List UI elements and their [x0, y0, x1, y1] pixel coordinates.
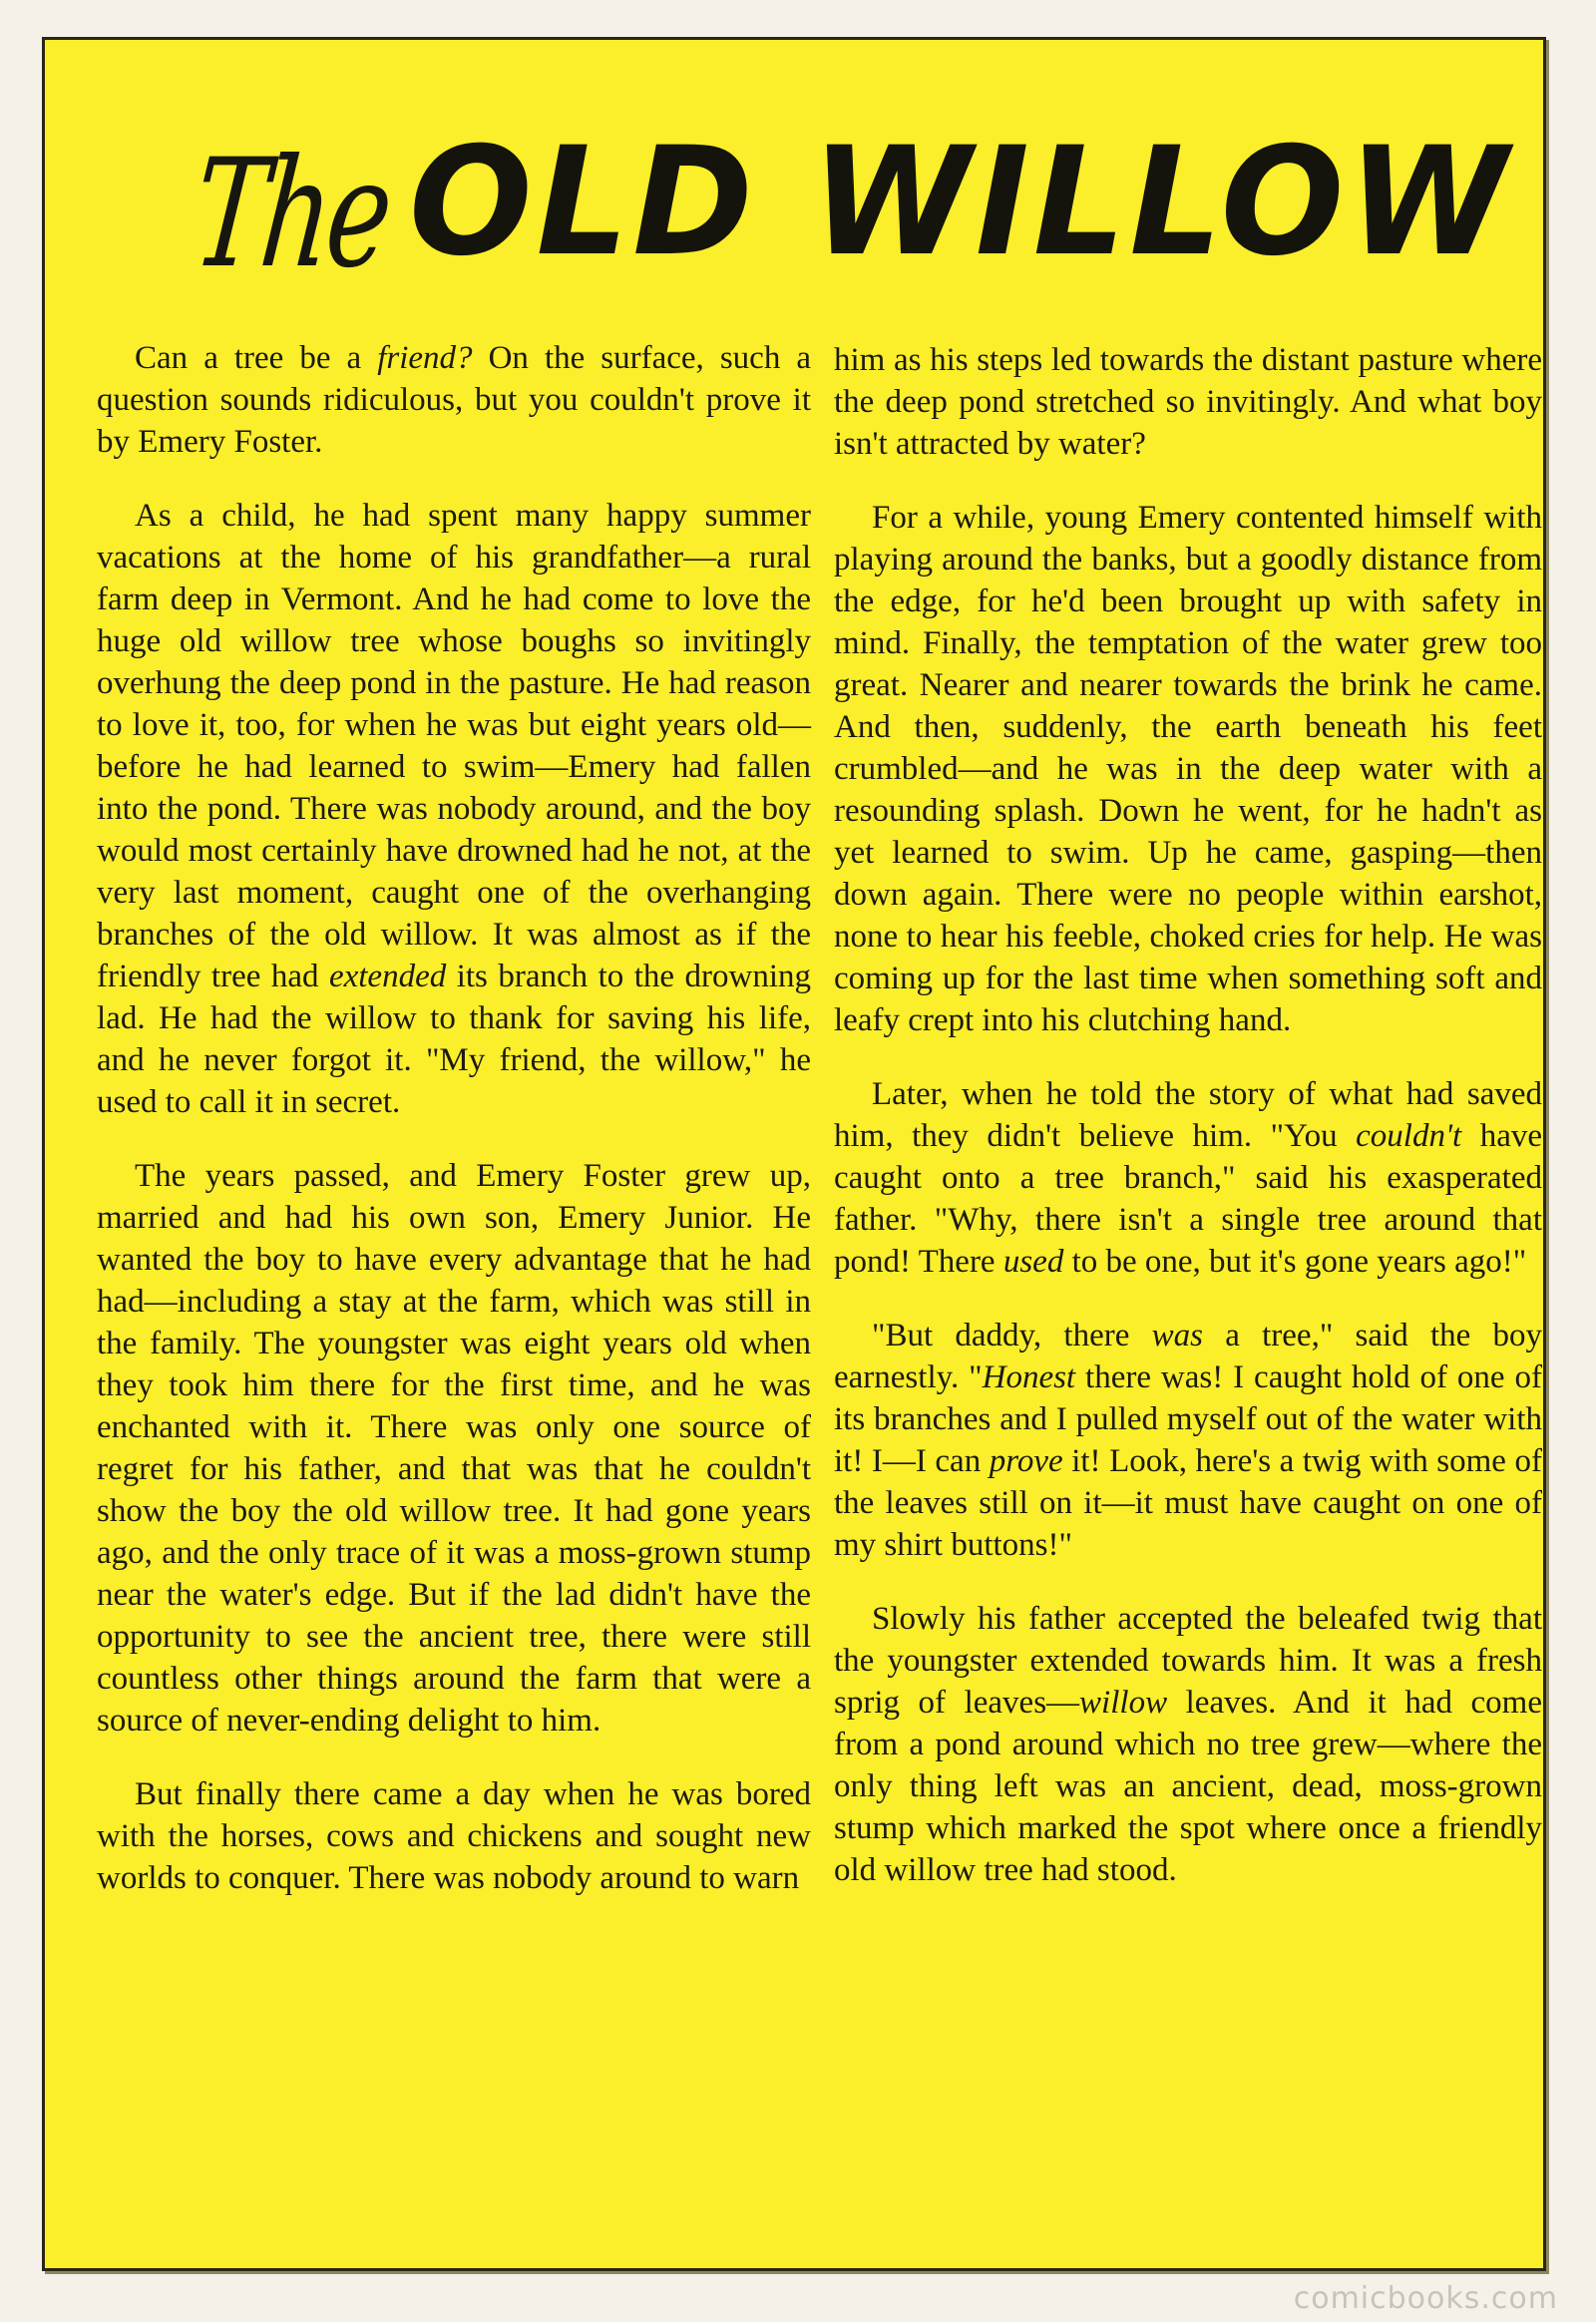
paragraph: The years passed, and Emery Foster grew up, married and had his own son, Emery Junior. He wanted the boy to have every advantage that he had had—including a stay at the farm, which was still in the family. The youngster was eight years old when they took him there for the first time, and he was enchanted with it. There was only one source of regret for his father, and that was that he couldn't show the boy the old willow tree. It had gone years ago, and the only trace of it was a moss-grown stump near the water's edge. But if the lad didn't have the opportunity to see the ancient tree, there were still countless other things around the farm that were a source of never-ending delight to him. [97, 1158, 811, 1739]
emphasis: couldn't [1356, 1118, 1462, 1154]
paragraph: But finally there came a day when he was bored with the horses, cows and chickens and sought new worlds to conquer. There was nobody around to warn [97, 1776, 811, 1896]
paragraph: Later, when he told the story of what had saved him, they didn't believe him. "You couldn't have caught onto a tree branch," said his exasperated father. "Why, there isn't a single tree around that pond! There used to be one, but it's gone years ago!" [834, 1076, 1542, 1280]
story-page [42, 37, 1546, 2271]
paragraph: him as his steps led towards the distant pasture where the deep pond stretched so invitingly. And what boy isn't attracted by water? [834, 342, 1542, 462]
emphasis: extended [328, 959, 447, 994]
paragraph: Slowly his father accepted the beleafed twig that the youngster extended towards him. It was a fresh sprig of leaves—willow leaves. And it had come from a pond around which no tree grew—where the only thing left was an ancient, dead, moss-grown stump which marked the spot where once a friendly old willow tree had stood. [834, 1601, 1542, 1888]
title-main: OLD WILLOW [409, 116, 1512, 289]
emphasis: willow [1079, 1685, 1168, 1721]
paragraph: "But daddy, there was a tree," said the boy earnestly. "Honest there was! I caught hold of one of its branches and I pulled myself out of the water with it! I—I can prove it! Look, here's a twig with some of the leaves still on it—it must have caught on one of my shirt buttons!" [834, 1318, 1543, 1563]
emphasis: prove [989, 1443, 1063, 1479]
emphasis: Honest [982, 1359, 1076, 1395]
emphasis: used [1002, 1244, 1064, 1280]
emphasis: was [1151, 1318, 1203, 1354]
title-prefix: The [186, 128, 396, 301]
right-column [834, 339, 1542, 1923]
emphasis: friend? [377, 340, 473, 376]
watermark: comicbooks.com [1293, 2281, 1558, 2316]
paragraph: Can a tree be a friend? On the surface, such a question sounds ridiculous, but you couldn't prove it by Emery Foster. [97, 340, 811, 460]
story-title [165, 110, 1512, 301]
left-column [97, 337, 811, 1931]
paragraph: As a child, he had spent many happy summer vacations at the home of his grandfather—a rural farm deep in Vermont. And he had come to love the huge old willow tree whose boughs so invitingly overhung the deep pond in the pasture. He had reason to love it, too, for when he was but eight years old—before he had learned to swim—Emery had fallen into the pond. There was nobody around, and the boy would most certainly have drowned had he not, at the very last moment, caught one of the overhanging branches of the old willow. It was almost as if the friendly tree had extended its branch to the drowning lad. He had the willow to thank for saving his life, and he never forgot it. "My friend, the willow," he used to call it in secret. [97, 498, 812, 1120]
paragraph: For a while, young Emery contented himself with playing around the banks, but a goodly distance from the edge, for he'd been brought up with safety in mind. Finally, the temptation of the water grew too great. Nearer and nearer towards the brink he came. And then, suddenly, the earth beneath his feet crumbled—and he was in the deep water with a resounding splash. Down he went, for he hadn't as yet learned to swim. Up he came, gasping—then down again. There were no people within earshot, none to hear his feeble, choked cries for help. He was coming up for the last time when something soft and leafy crept into his clutching hand. [834, 500, 1542, 1038]
